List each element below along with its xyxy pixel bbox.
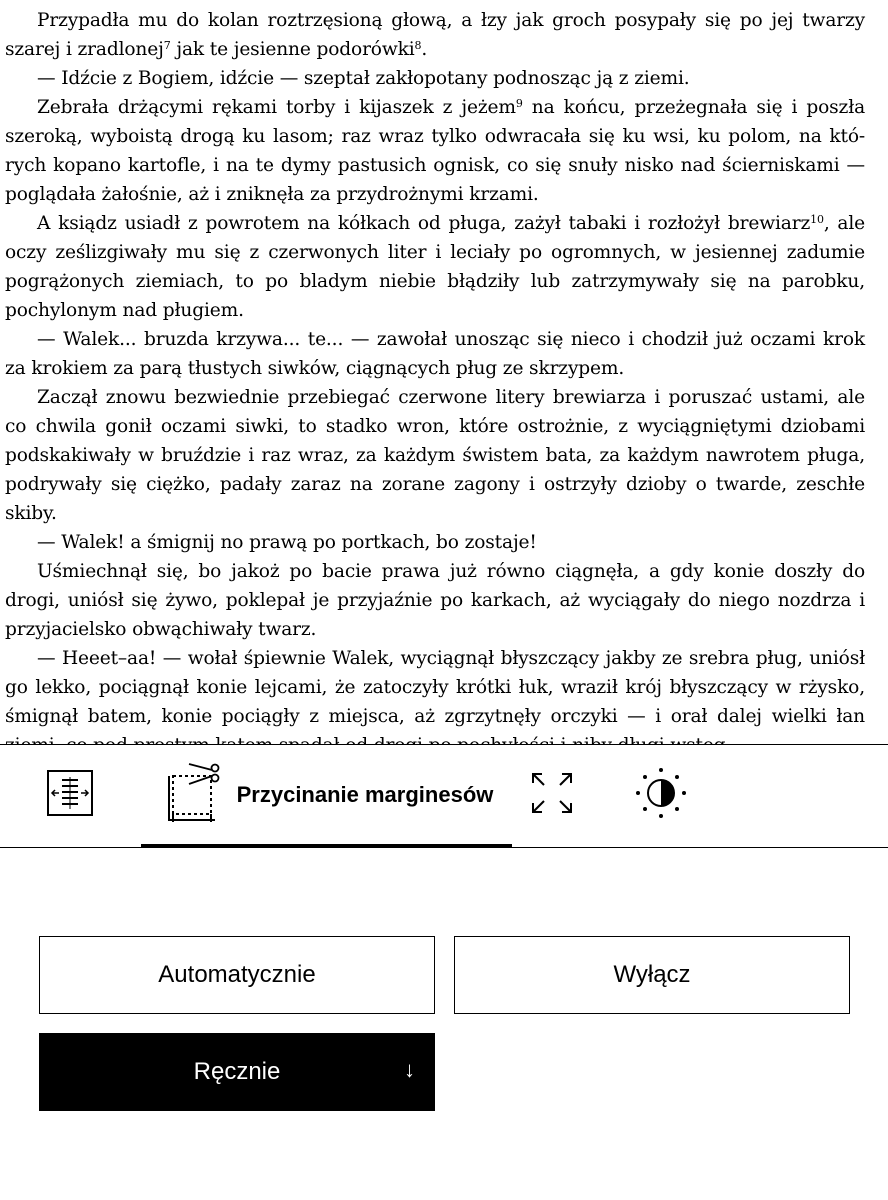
- text-run: Uśmiechnął się, bo jakoż po bacie prawa już równo ciągnęła, a gdy konie doszły do drogi, uniósł się żywo, poklepał je przyjaźnie po karkach, aż wyciągały do niego nozdrza i przyjacielsko obwąchiwały twarz.: [5, 561, 865, 640]
- text-run: — Walek! a śmignij no prawą po portkach, bo zostaje!: [37, 532, 537, 553]
- page-margins-button[interactable]: [40, 745, 100, 845]
- text-run: jak te jesienne podorówki: [170, 39, 415, 60]
- tab-crop-margins[interactable]: [146, 745, 512, 845]
- text-run: Zaczął znowu bezwiednie przebiegać czerwone litery brewiarza i poruszać ustami, ale co chwila gonił oczami siwki, to stadko wron, które ostrożnie, z wyciągniętymi dziobami podskakiwały w bruździe i raz wraz, za każdym świstem bata, za każdym nawrotem pługa, podrywały się ciężko, padały zaraz na zorane zagony i ostrzyły dzioby o twarde, zeschłe skiby.: [5, 387, 865, 524]
- expand-arrows-icon: [527, 768, 577, 823]
- book-paragraph: [5, 64, 865, 93]
- book-paragraph: [5, 209, 865, 325]
- toolbar-divider: [0, 847, 888, 848]
- crop-margins-label: Przycinanie marginesów: [236, 782, 494, 807]
- book-paragraph: [5, 644, 865, 760]
- book-paragraph: [5, 6, 865, 64]
- footnote-marker[interactable]: 8: [414, 39, 422, 52]
- footnote-marker[interactable]: 9: [515, 97, 523, 110]
- fullscreen-button[interactable]: [522, 745, 582, 845]
- book-paragraph: [5, 325, 865, 383]
- text-run: — Idźcie z Bogiem, idźcie — szeptał zakłopotany podnosząc ją z ziemi.: [37, 68, 690, 89]
- toolbar: [0, 744, 888, 848]
- book-text: [5, 6, 865, 760]
- text-run: na końcu, przeżegnała się i poszła szeroką, wyboistą drogą ku lasom; raz wraz tylko odwracała się ku wsi, ku polom, na któ-rych kopano kartofle, i na te dymy pastusich ognisk, co się snuły nisko nad ścierniskami — poglądała żałośnie, aż i zniknęła za przydrożnymi krzami.: [5, 97, 866, 205]
- text-run: — Heeet–aa! — wołał śpiewnie Walek, wyciągnął błyszczący jakby ze srebra pług, uniósł go lekko, pociągnął konie lejcami, że zatoczyły krótki łuk, wraził krój błyszczący w rżysko, śmignął batem, konie pociągły z miejsca, aż zgrzytnęły orczyki — i orał dalej wielki łan: [5, 648, 865, 727]
- text-run: Przypadła mu do kolan roztrzęsioną głową, a łzy jak groch posypały się po jej twarzy szarej i zradlonej: [5, 10, 865, 60]
- book-paragraph: [5, 557, 865, 644]
- text-run: , ale oczy ześlizgiwały mu się z czerwonych liter i leciały po ogromnych, w jesiennej zadumie pogrążonych ziemiach, to po bladym niebie błądziły lub zatrzymywały się na parobku, pochylonym nad pługiem.: [5, 213, 866, 321]
- page-margins-icon: [43, 767, 97, 824]
- contrast-icon: [629, 761, 693, 830]
- book-paragraph: [5, 93, 865, 209]
- arrow-down-icon: ↓: [404, 1057, 415, 1082]
- text-run: Zebrała drżącymi rękami torby i kijaszek z jeżem: [37, 97, 516, 118]
- manual-crop-label: Ręcznie: [193, 1058, 281, 1085]
- crop-off-button[interactable]: [454, 936, 850, 1014]
- book-paragraph: [5, 383, 865, 528]
- footnote-marker[interactable]: 10: [810, 213, 824, 226]
- contrast-button[interactable]: [626, 745, 696, 845]
- text-run: — Walek... bruzda krzywa... te... — zawołał unosząc się nieco i chodził już oczami krok za krokiem za parą tłustych siwków, ciągnących pług ze skrzypem.: [5, 329, 865, 379]
- crop-off-label: Wyłącz: [613, 961, 691, 988]
- text-run: A ksiądz usiadł z powrotem na kółkach od pługa, zażył tabaki i rozłożył brewiarz: [37, 213, 811, 234]
- footnote-marker[interactable]: 7: [163, 39, 171, 52]
- crop-margins-icon: [165, 762, 223, 829]
- auto-crop-button[interactable]: [39, 936, 435, 1014]
- text-run: .: [421, 39, 428, 60]
- auto-crop-label: Automatycznie: [158, 961, 316, 988]
- manual-crop-button[interactable]: [39, 1033, 435, 1111]
- book-paragraph: [5, 528, 865, 557]
